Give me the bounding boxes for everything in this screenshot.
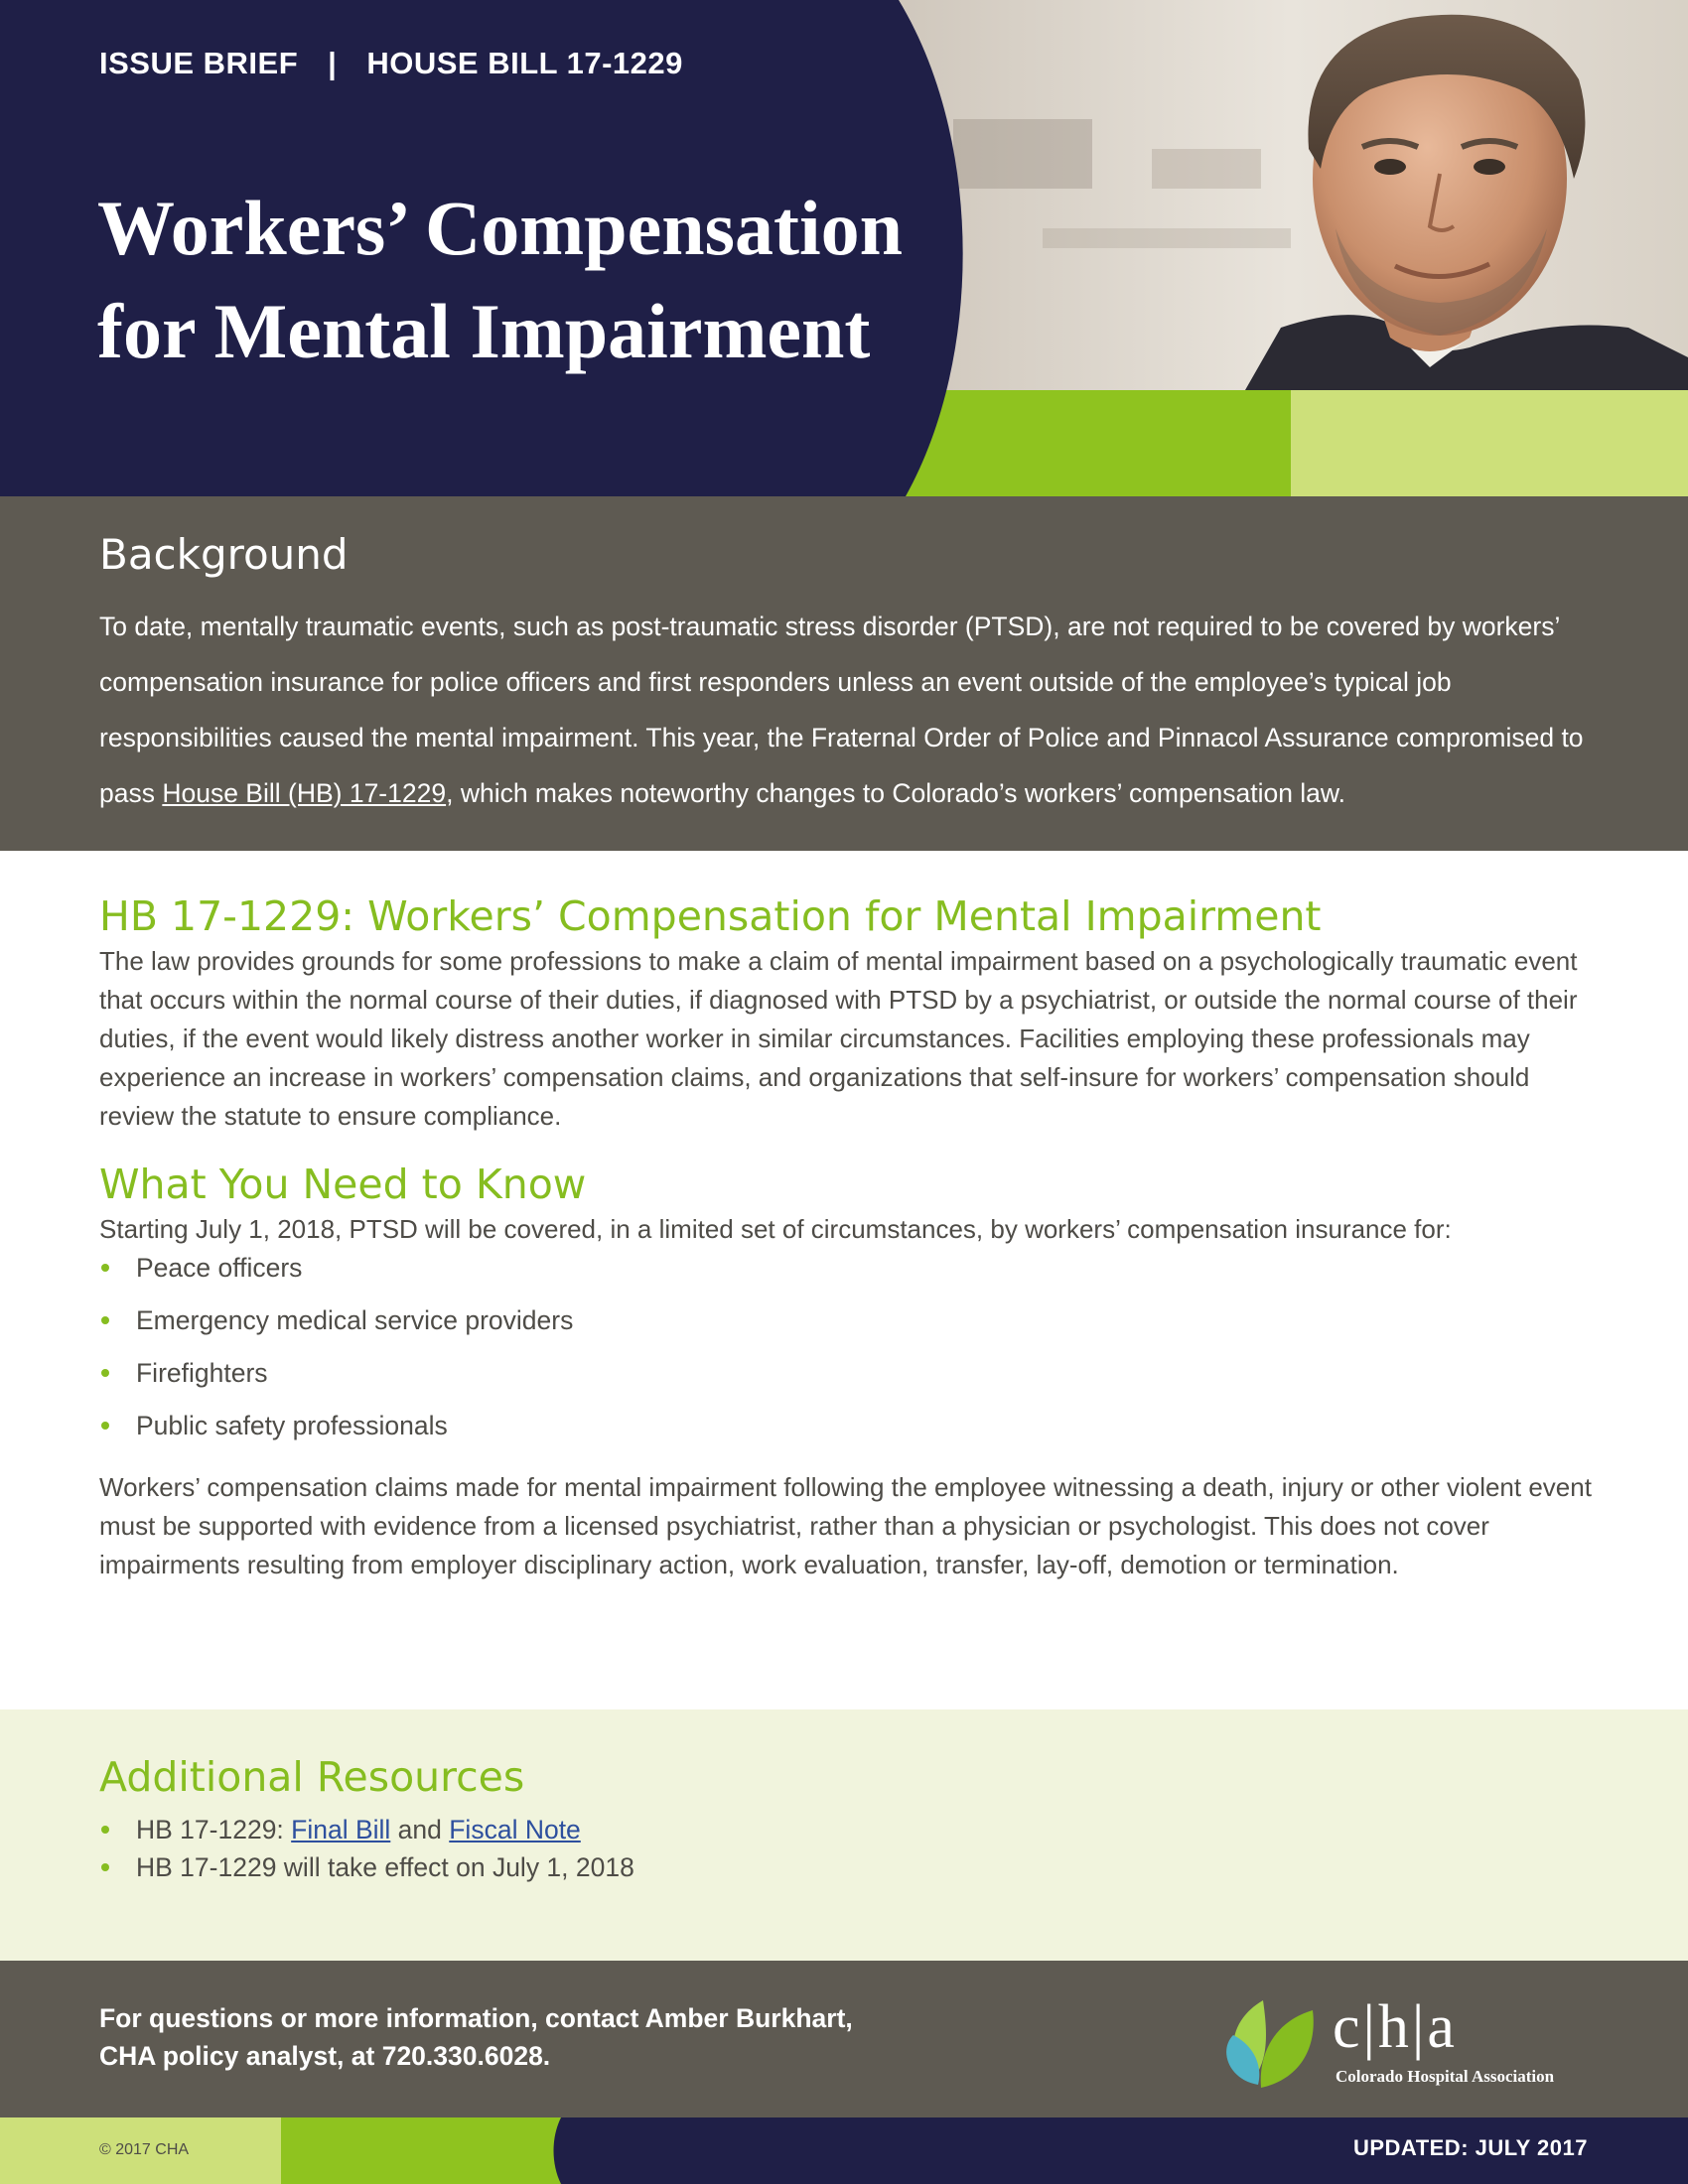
kicker-label: ISSUE BRIEF — [99, 46, 299, 80]
additional-resources-section — [0, 1709, 1688, 1961]
page-title — [97, 177, 951, 383]
logo-subtitle: Colorado Hospital Association — [1336, 2067, 1555, 2086]
header — [0, 0, 1688, 496]
list-item: Emergency medical service providers — [99, 1300, 573, 1353]
footer — [0, 2117, 1688, 2184]
house-bill-link[interactable]: House Bill (HB) 17-1229 — [162, 778, 447, 808]
cha-logo — [1223, 1980, 1601, 2100]
background-text-part: , which makes noteworthy changes to Colorado’s workers’ compensation law. — [446, 778, 1345, 808]
contact-text — [99, 1999, 853, 2075]
issue-kicker — [99, 46, 683, 81]
contact-line-1: For questions or more information, contact Amber Burkhart, — [99, 2003, 853, 2033]
title-line-2: for Mental Impairment — [97, 288, 871, 374]
final-bill-link[interactable]: Final Bill — [291, 1815, 391, 1844]
hb-body: The law provides grounds for some professions to make a claim of mental impairment based on a psychologically traumatic event that occurs within the normal course of their duties, if diagnosed with PTSD by a psychiatrist, or outside the normal course of their duties, if the event would likely distress another worker in similar circumstances. Facilities employing these professionals may experience an increase in workers’ compensation claims, and organizations that self-insure for workers’ compensation should review the statute to ensure compliance. — [99, 946, 1578, 1131]
main-content — [0, 851, 1688, 1709]
title-line-1: Workers’ Compensation — [97, 185, 904, 271]
list-item: Public safety professionals — [99, 1406, 573, 1458]
resource-prefix: HB 17-1229: — [136, 1815, 292, 1844]
copyright: © 2017 CHA — [99, 2141, 190, 2158]
know-heading: What You Need to Know — [99, 1160, 587, 1208]
hb-heading: HB 17-1229: Workers’ Compensation for Mental Impairment — [99, 892, 1322, 940]
know-intro: Starting July 1, 2018, PTSD will be covered, in a limited set of circumstances, by workers’ compensation insurance for: — [99, 1214, 1452, 1244]
fiscal-note-link[interactable]: Fiscal Note — [449, 1815, 581, 1844]
list-item — [99, 1811, 634, 1848]
know-closing: Workers’ compensation claims made for mental impairment following the employee witnessing a death, injury or other violent event must be supported with evidence from a licensed psychiatrist, rather than a physician or psychologist. This does not cover impairments resulting from employer disciplinary action, work evaluation, transfer, lay-off, demotion or termination. — [99, 1472, 1592, 1579]
kicker-separator: | — [328, 46, 338, 80]
background-text — [99, 599, 1609, 821]
background-heading: Background — [99, 530, 349, 579]
list-item: Firefighters — [99, 1353, 573, 1406]
resources-heading: Additional Resources — [99, 1753, 525, 1801]
updated-date: UPDATED: JULY 2017 — [1352, 2135, 1588, 2160]
covered-professions-list — [99, 1248, 573, 1458]
contact-section — [0, 1961, 1688, 2117]
list-item: HB 17-1229 will take effect on July 1, 2018 — [99, 1848, 634, 1886]
list-item: Peace officers — [99, 1248, 573, 1300]
contact-line-2: CHA policy analyst, at 720.330.6028. — [99, 2041, 551, 2071]
resources-list — [99, 1811, 634, 1886]
leaf-logo-icon — [1223, 1980, 1333, 2100]
resource-connector: and — [390, 1815, 450, 1844]
logo-wordmark: c|h|a — [1333, 1993, 1458, 2061]
background-text-part: To date, mentally traumatic events, such as post-traumatic stress disorder (PTSD), are not required to be covered by workers’ compensation insurance for police officers and first responders unless an event outside of the employee’s typical job responsibilities caused the mental impairment. This year, the Fraternal Order of Police and Pinnacol Assurance compromised to pass — [99, 612, 1584, 808]
kicker-bill-number: HOUSE BILL 17-1229 — [366, 46, 683, 80]
background-section — [0, 496, 1688, 851]
